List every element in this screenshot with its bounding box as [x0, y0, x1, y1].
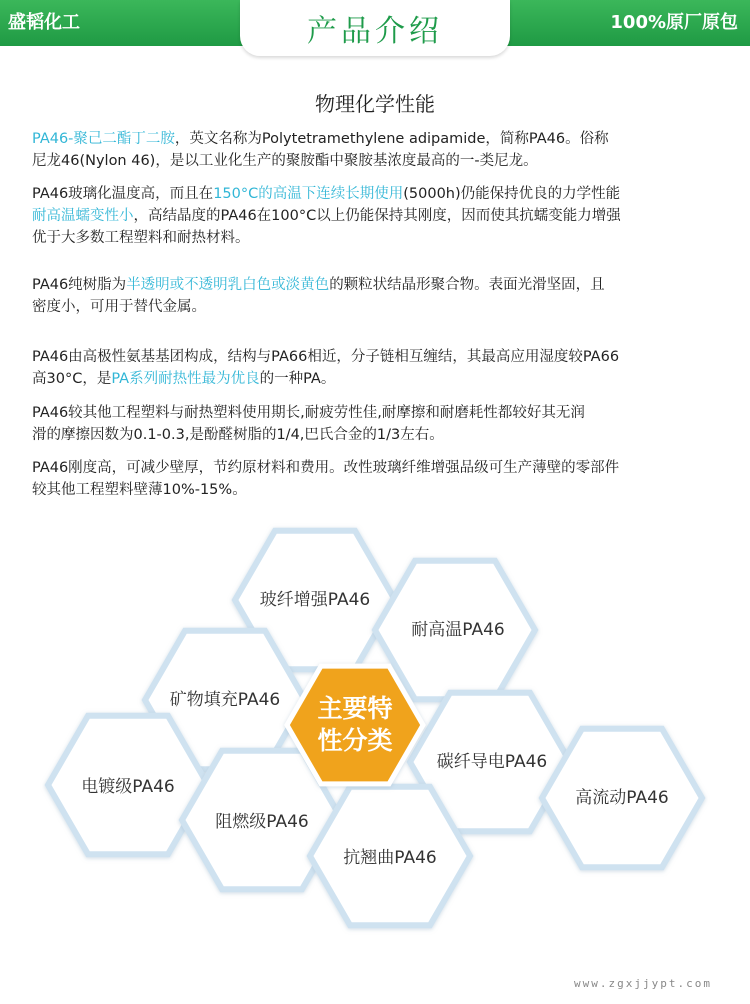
paragraph-line [32, 128, 732, 150]
paragraph-line [32, 479, 732, 501]
paragraph-4 [32, 346, 732, 390]
paragraph-line [32, 183, 732, 205]
body-text: 的一种PA。 [259, 371, 336, 387]
feature-hexagon-diagram [0, 500, 750, 1000]
body-text: PA46刚度高，可减少壁厚，节约原材料和费用。改性玻璃纤维增强品级可生产薄壁的零部件 [32, 460, 620, 476]
feature-label: 玻纤增强PA46 [259, 590, 371, 610]
paragraph-1 [32, 128, 732, 172]
highlighted-text: 半透明或不透明乳白色或淡黄色 [126, 277, 330, 293]
paragraph-line [32, 150, 732, 172]
highlighted-text: 耐高温蠕变性小 [32, 208, 134, 224]
feature-label: 矿物填充PA46 [169, 690, 281, 710]
section-title: 物理化学性能 [315, 92, 435, 116]
body-text: PA46纯树脂为 [32, 277, 127, 293]
body-text: 滑的摩擦因数为0.1-0.3,是酚醛树脂的1/4,巴氏合金的1/3左右。 [32, 427, 444, 443]
body-text: 优于大多数工程塑料和耐热材料。 [32, 230, 250, 246]
paragraph-line [32, 368, 732, 390]
body-text: 高30°C，是 [32, 371, 112, 387]
feature-label: 阻燃级PA46 [215, 812, 309, 832]
body-text: PA46玻璃化温度高，而且在 [32, 186, 214, 202]
body-text: ，高结晶度的PA46在100°C以上仍能保持其刚度，因而使其抗蠕变能力增强 [133, 208, 621, 224]
center-label: 性分类 [317, 726, 393, 755]
body-text: 较其他工程塑料壁薄10%-15%。 [32, 482, 247, 498]
paragraph-line [32, 227, 732, 249]
paragraph-line [32, 205, 732, 227]
original-package-badge: 100%原厂原包 [500, 0, 750, 46]
feature-label: 碳纤导电PA46 [436, 752, 548, 772]
highlighted-text: PA46-聚己二酯丁二胺 [32, 131, 175, 147]
center-label: 主要特 [317, 694, 393, 723]
feature-label: 耐高温PA46 [411, 620, 505, 640]
body-text: 密度小，可用于替代金属。 [32, 299, 206, 315]
paragraph-3 [32, 274, 732, 318]
body-text: 的颗粒状结晶形聚合物。表面光滑坚固，且 [329, 277, 605, 293]
paragraph-line [32, 346, 732, 368]
highlighted-text: PA系列耐热性最为优良 [111, 371, 260, 387]
body-text: 尼龙46(Nylon 46)，是以工业化生产的聚胺酯中聚胺基浓度最高的一-类尼龙。 [32, 153, 538, 169]
paragraph-line [32, 402, 732, 424]
hexagon-svg [0, 500, 750, 1000]
body-text: PA46较其他工程塑料与耐热塑料使用期长,耐疲劳性佳,耐摩擦和耐磨耗性都较好其无润 [32, 405, 585, 421]
feature-label: 高流动PA46 [575, 788, 669, 808]
body-text: ，英文名称为Polytetramethylene adipamide，简称PA46。俗称 [174, 131, 609, 147]
paragraph-line [32, 296, 732, 318]
paragraph-2 [32, 183, 732, 249]
company-name: 盛韬化工 [0, 0, 250, 46]
site-watermark: www.zgxjjypt.com [574, 977, 712, 990]
paragraph-6 [32, 457, 732, 501]
paragraph-line [32, 274, 732, 296]
highlighted-text: 150°C的高温下连续长期使用 [213, 186, 404, 202]
feature-label: 抗翘曲PA46 [343, 848, 437, 868]
page-title: 产品介绍 [307, 14, 443, 49]
paragraph-line [32, 424, 732, 446]
paragraph-5 [32, 402, 732, 446]
feature-label: 电镀级PA46 [81, 777, 175, 797]
top-banner [0, 0, 750, 49]
banner-title-tab [240, 0, 510, 56]
paragraph-line [32, 457, 732, 479]
body-text: (5000h)仍能保持优良的力学性能 [403, 186, 621, 202]
body-text: PA46由高极性氨基基团构成，结构与PA66相近，分子链相互缠结，其最高应用湿度较PA66 [32, 349, 620, 365]
